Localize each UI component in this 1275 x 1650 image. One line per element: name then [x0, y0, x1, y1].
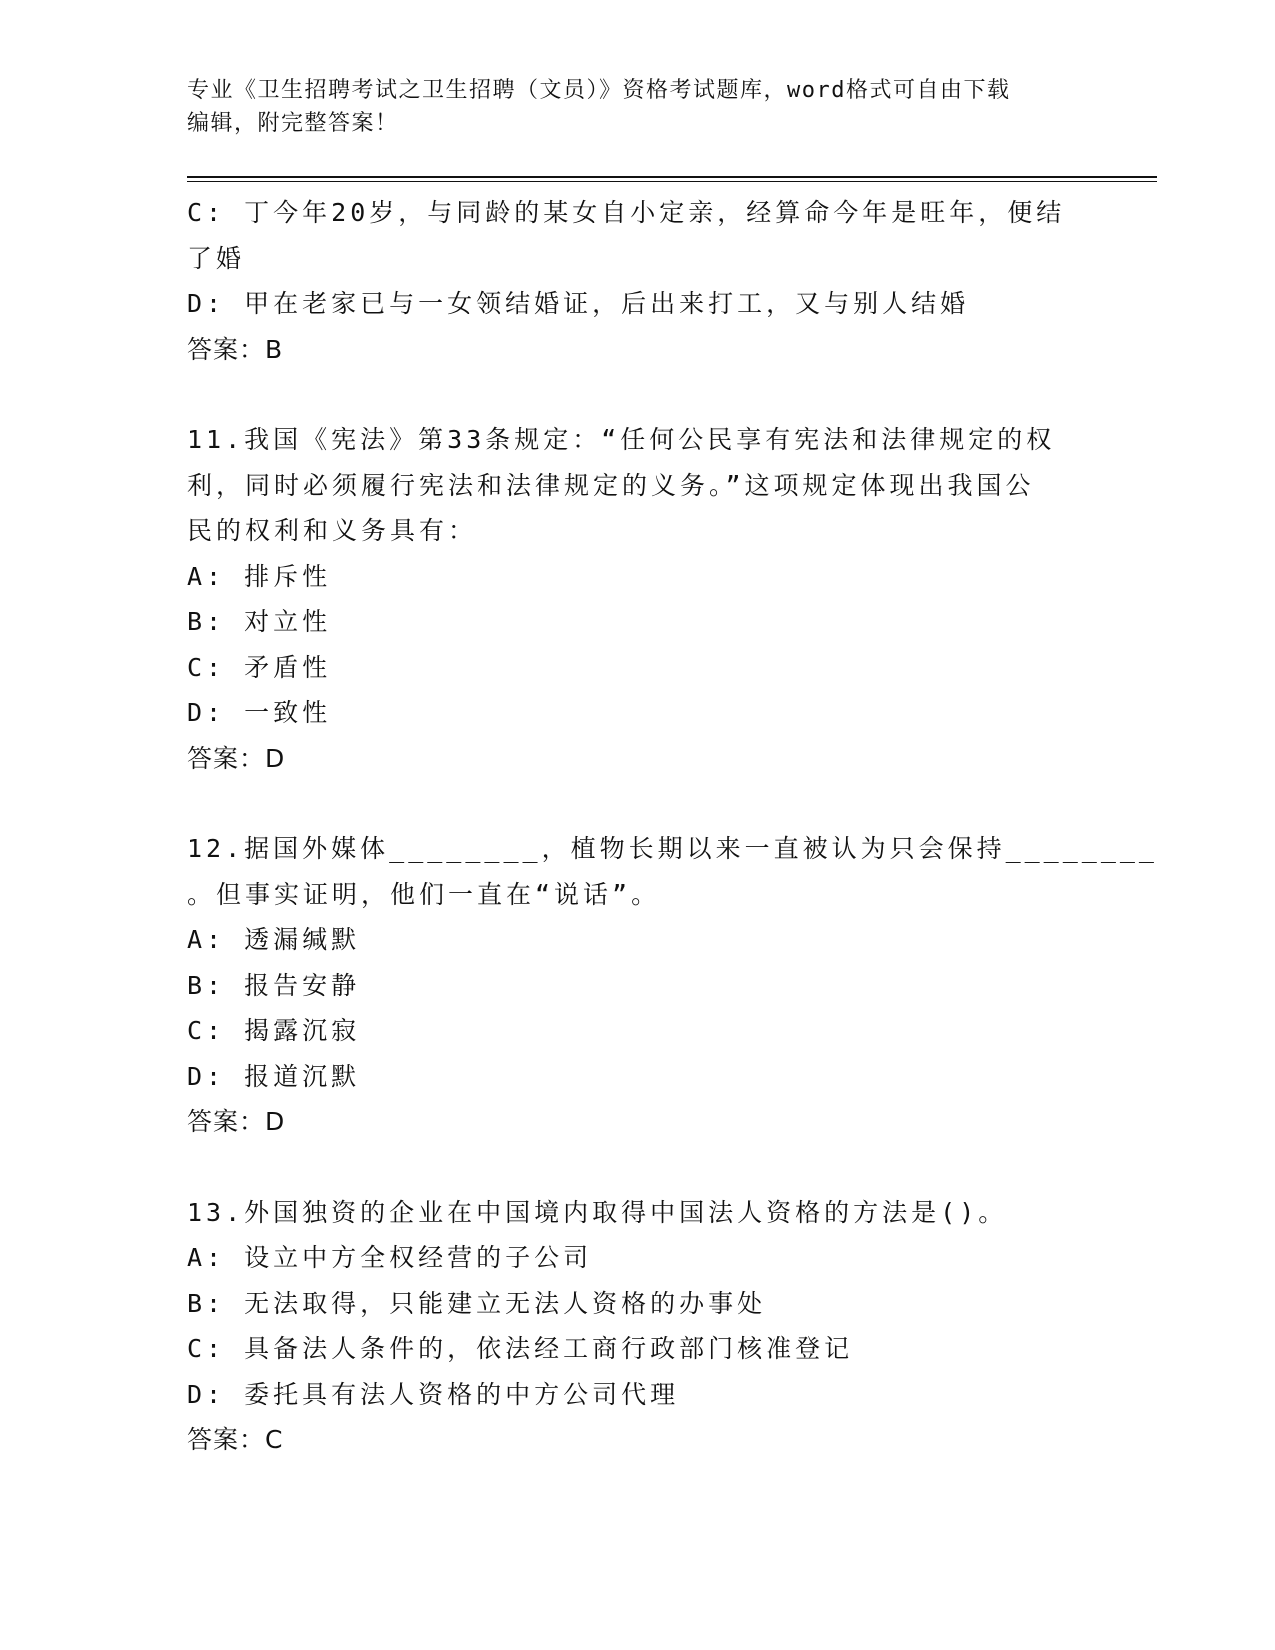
question-stem-continued: 民的权利和义务具有：: [187, 516, 478, 545]
answer: 答案：B: [187, 334, 284, 364]
question-10-tail: [187, 190, 1067, 372]
answer: 答案：C: [187, 1425, 284, 1454]
option-c: C: 揭露沉寂: [187, 1016, 361, 1045]
option-c: C: 丁今年20岁，与同龄的某女自小定亲，经算命今年是旺年，便结: [187, 198, 1066, 227]
option-c-continued: 了婚: [187, 243, 246, 273]
option-c: C: 具备法人条件的，依法经工商行政部门核准登记: [187, 1334, 854, 1363]
question-stem-continued: 利，同时必须履行宪法和法律规定的义务。”这项规定体现出我国公: [187, 470, 1035, 500]
answer: 答案：D: [187, 743, 286, 773]
question-stem: 13.外国独资的企业在中国境内取得中国法人资格的方法是()。: [187, 1197, 1008, 1227]
header-divider-thin: [187, 181, 1157, 182]
option-c: C: 矛盾性: [187, 652, 332, 682]
option-a: A: 排斥性: [187, 561, 332, 591]
question-13: [187, 1190, 1067, 1463]
option-b: B: 无法取得，只能建立无法人资格的办事处: [187, 1288, 767, 1318]
document-header: [187, 74, 1087, 140]
option-d: D: 报道沉默: [187, 1061, 361, 1091]
question-stem: 11.我国《宪法》第33条规定：“任何公民享有宪法和法律规定的权: [187, 425, 1056, 454]
header-line-2: 编辑，附完整答案！: [187, 111, 399, 136]
question-11: [187, 417, 1067, 781]
option-a: A: 透漏缄默: [187, 925, 361, 954]
question-stem-continued: 。但事实证明，他们一直在“说话”。: [187, 879, 661, 909]
answer: 答案：D: [187, 1107, 286, 1136]
option-d: D: 委托具有法人资格的中方公司代理: [187, 1379, 680, 1409]
option-a: A: 设立中方全权经营的子公司: [187, 1243, 593, 1272]
option-b: B: 对立性: [187, 607, 332, 636]
option-b: B: 报告安静: [187, 970, 361, 1000]
question-12: [187, 826, 1158, 1145]
header-line-1: 专业《卫生招聘考试之卫生招聘（文员）》资格考试题库，word格式可自由下载: [187, 78, 1011, 103]
option-d: D: 一致性: [187, 698, 332, 727]
header-divider-thick: [187, 176, 1157, 178]
option-d: D: 甲在老家已与一女领结婚证，后出来打工，又与别人结婚: [187, 289, 970, 318]
question-list: [187, 190, 1158, 1463]
question-stem: 12.据国外媒体________，植物长期以来一直被认为只会保持________: [187, 834, 1158, 863]
